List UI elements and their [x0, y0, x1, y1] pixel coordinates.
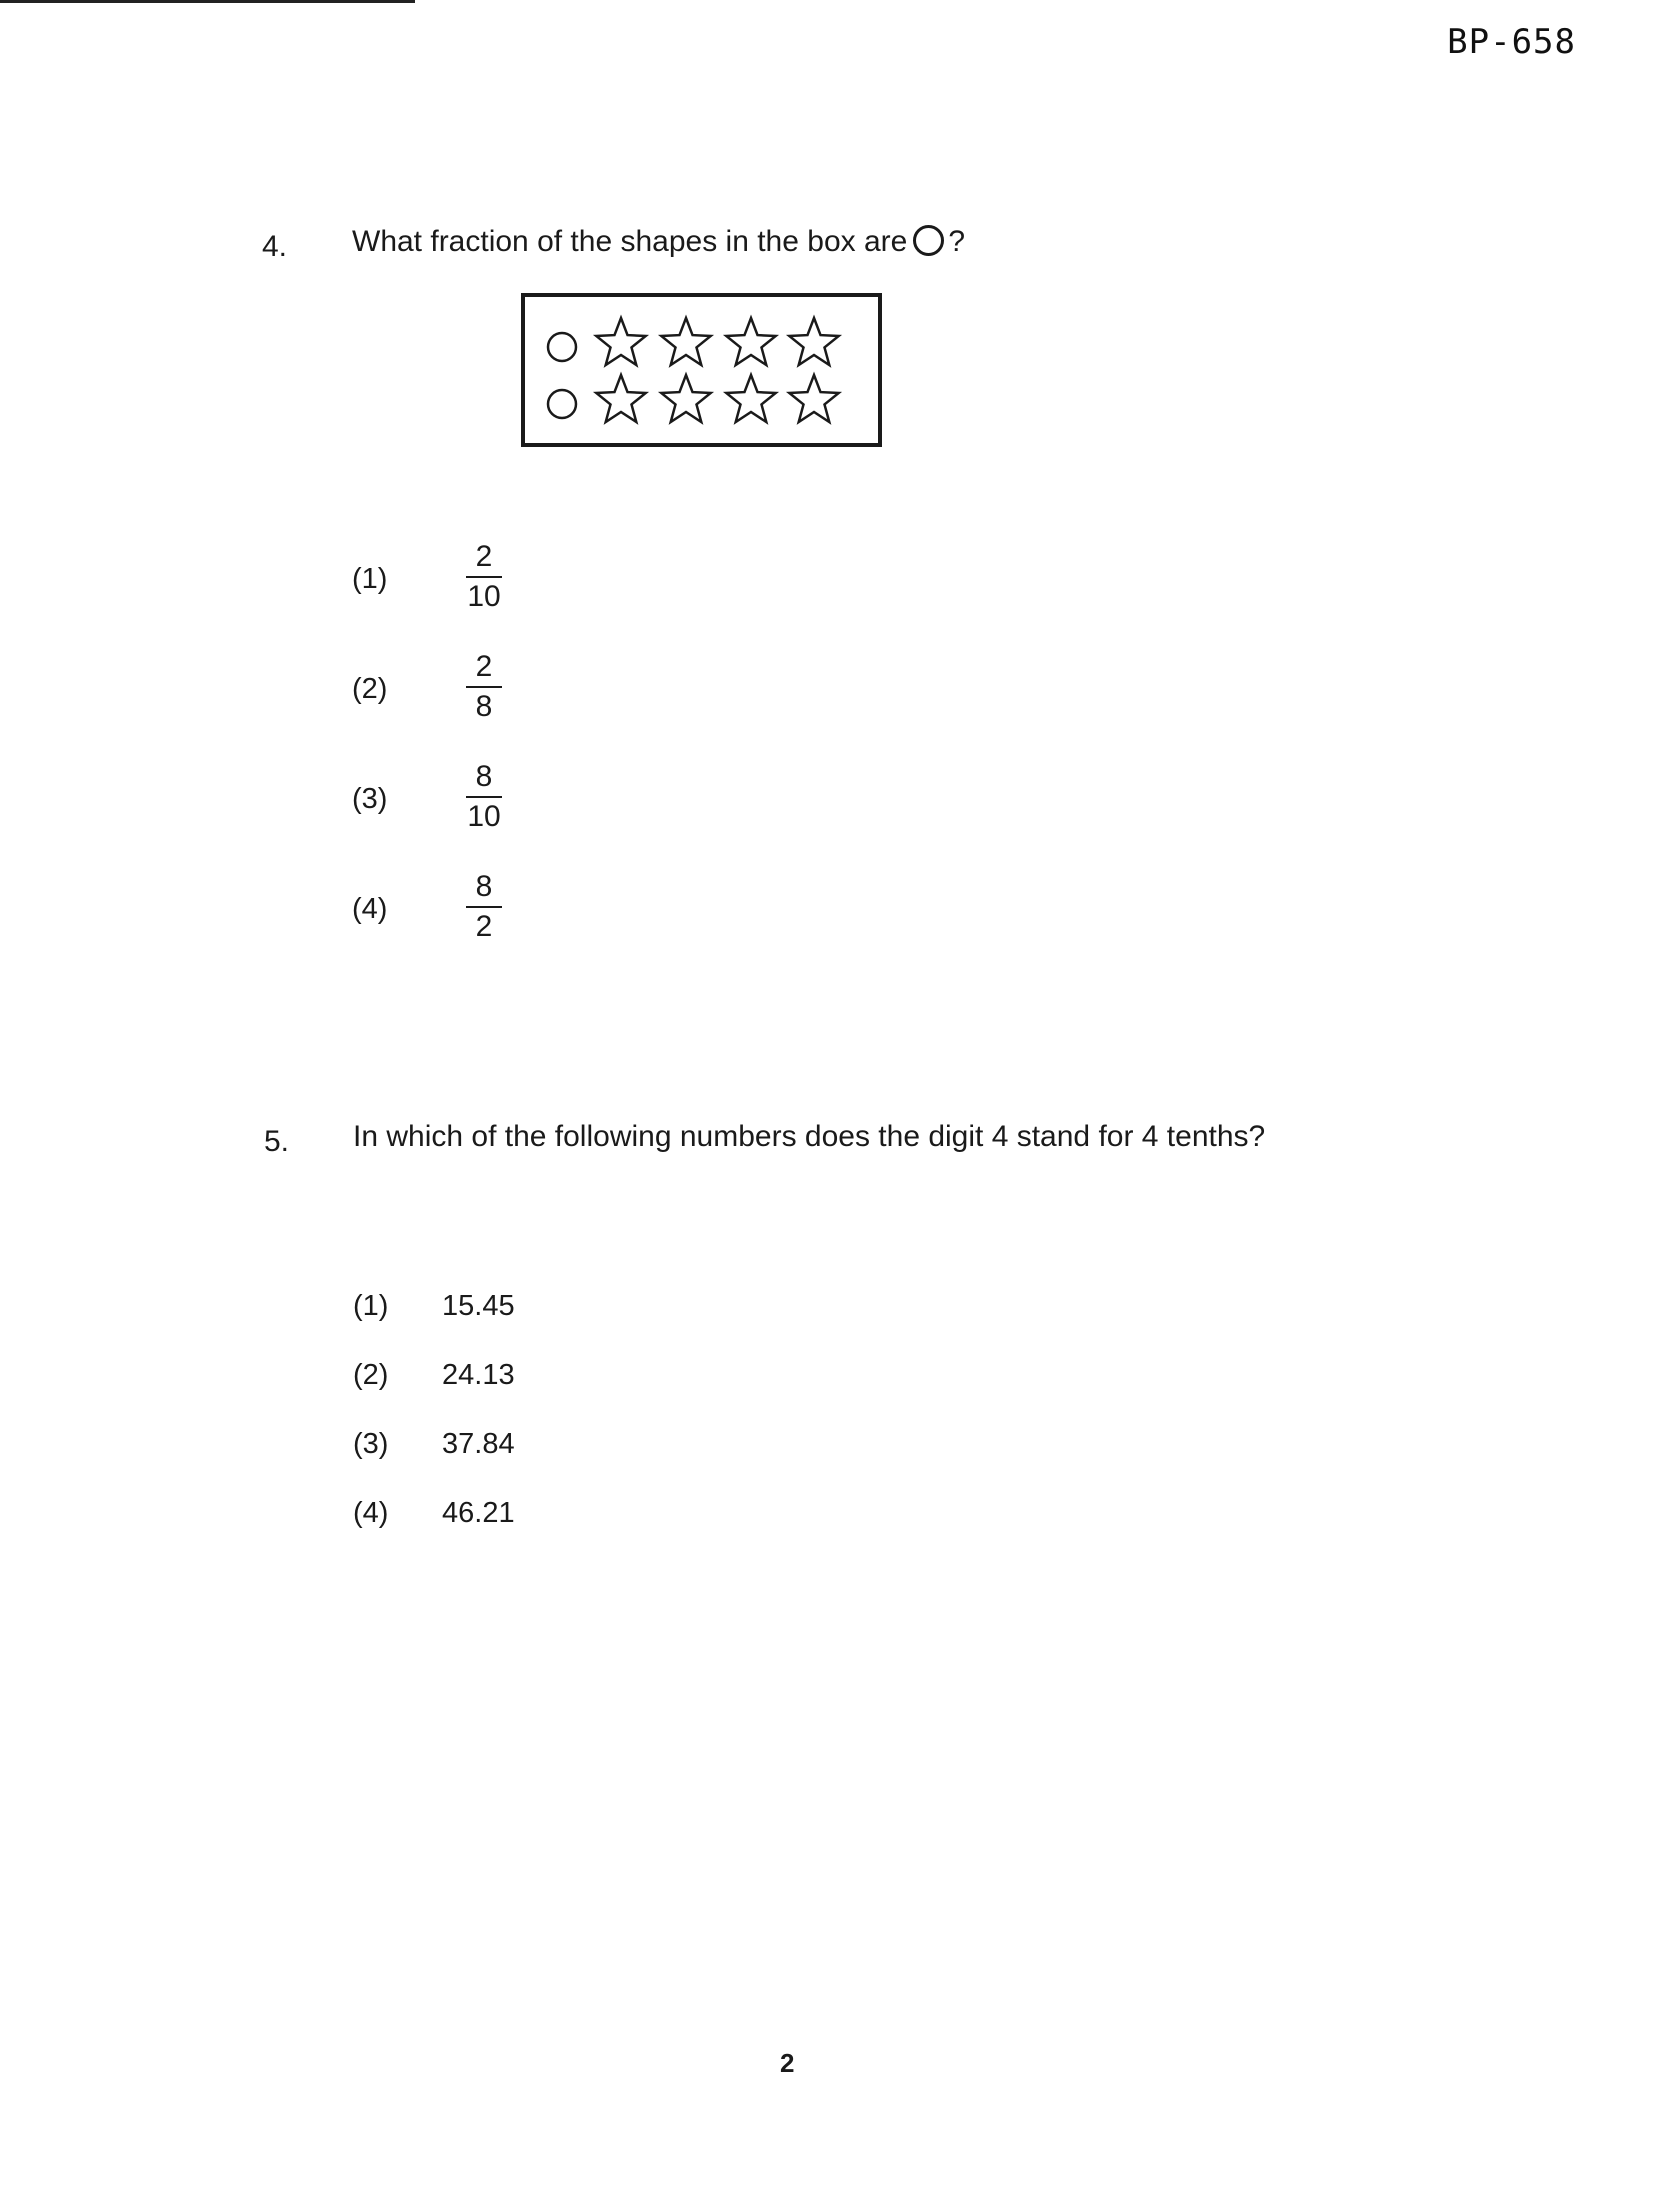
star-shape-icon	[726, 375, 775, 422]
star-shape-icon	[596, 318, 645, 365]
fraction-value	[462, 650, 506, 724]
fraction-bar	[466, 906, 502, 908]
page-number: 2	[780, 2048, 795, 2078]
document-code: BP-658	[1447, 22, 1576, 62]
star-shape-icon	[789, 375, 838, 422]
option-label: (4)	[352, 893, 388, 925]
option-label: (1)	[353, 1290, 389, 1322]
star-shape-icon	[661, 375, 710, 422]
fraction-bar	[466, 576, 502, 578]
option-label: (1)	[352, 563, 388, 595]
fraction-value	[462, 760, 506, 834]
fraction-numerator: 8	[475, 760, 493, 793]
circle-shape-icon	[913, 225, 944, 256]
question-text-main: What fraction of the shapes in the box are	[352, 225, 908, 258]
fraction-numerator: 2	[475, 650, 493, 683]
option-label: (3)	[353, 1428, 389, 1460]
shapes-grid	[525, 297, 878, 443]
option-label: (2)	[353, 1359, 389, 1391]
fraction-denominator: 10	[467, 580, 501, 613]
option-label: (4)	[353, 1497, 389, 1529]
star-shape-icon	[726, 318, 775, 365]
top-rule	[0, 0, 415, 3]
question-number: 5.	[264, 1125, 290, 1158]
option-value: 46.21	[442, 1497, 515, 1529]
option-value: 37.84	[442, 1428, 515, 1460]
option-label: (2)	[352, 673, 388, 705]
fraction-numerator: 8	[475, 870, 493, 903]
star-shape-icon	[596, 375, 645, 422]
circle-shape-icon	[548, 333, 576, 361]
fraction-denominator: 2	[475, 910, 493, 943]
star-shape-icon	[661, 318, 710, 365]
fraction-value	[462, 870, 506, 944]
question-number: 4.	[262, 230, 288, 263]
fraction-bar	[466, 686, 502, 688]
circle-shape-icon	[548, 390, 576, 418]
option-value: 15.45	[442, 1290, 515, 1322]
option-label: (3)	[352, 783, 388, 815]
question-text-suffix: ?	[948, 225, 966, 258]
fraction-numerator: 2	[475, 540, 493, 573]
fraction-value	[462, 540, 506, 614]
fraction-denominator: 10	[467, 800, 501, 833]
shape-box	[521, 293, 882, 447]
question-text: In which of the following numbers does the digit 4 stand for 4 tenths?	[353, 1120, 1266, 1153]
option-value: 24.13	[442, 1359, 515, 1391]
fraction-denominator: 8	[475, 690, 493, 723]
star-shape-icon	[789, 318, 838, 365]
question-text	[352, 225, 965, 259]
fraction-bar	[466, 796, 502, 798]
